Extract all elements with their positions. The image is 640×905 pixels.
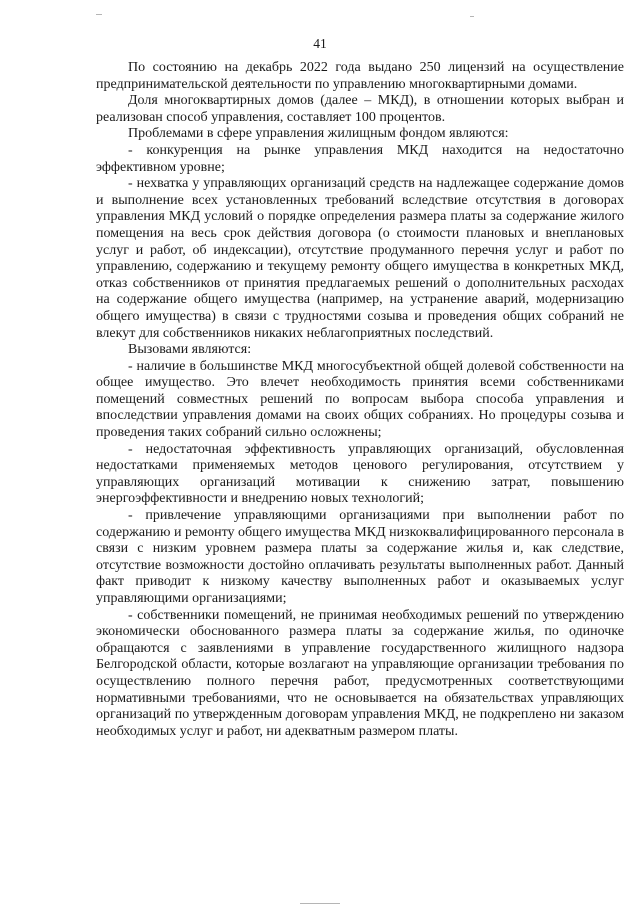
scan-speck: [470, 16, 474, 17]
scan-speck: [300, 903, 340, 904]
paragraph-low-efficiency: - недостаточная эффективность управляющих организаций, обусловленная недостатками применяемых методов ценового регулирования, отсутствием у управляющих организаций мотивации к снижению затрат, повышению энергоэффективности и внедрению новых технологий;: [96, 441, 624, 507]
paragraph-funding-shortage: - нехватка у управляющих организаций средств на надлежащее содержание домов и выполнение всех установленных требований вследствие отсутствия в договорах управления МКД условий о порядке определения размера платы за содержание жилого помещения на весь срок действия договора (о стоимости плановых и внеплановых услуг и работ, об индексации), отсутствие продуманного перечня услуг и работ по управлению, содержанию и текущему ремонту общего имущества в конкретных МКД, отказ собственников от принятия предлагаемых решений о дополнительных расходах на содержание общего имущества (например, на устранение аварий, модернизацию общего имущества) в связи с трудностями созыва и проведения общих собраний не влекут для собственников никаких неблагоприятных последствий.: [96, 176, 624, 341]
paragraph-owners-complaints: - собственники помещений, не принимая необходимых решений по утверждению экономически обоснованного размера платы за содержание жилья, по одиночке обращаются с заявлениями в управление государственного жилищного надзора Белгородской области, которые возлагают на управляющие организации требования по осуществлению полного перечня работ, предусмотренных соответствующими нормативными требованиями, что не основывается на обязательствах управляющих организаций по утвержденным договорам управления МКД, не подкреплено ни заказом необходимых услуг и работ, ни адекватным размером платы.: [96, 607, 624, 739]
paragraph-licenses: По состоянию на декабрь 2022 года выдано 250 лицензий на осуществление предпринимательской деятельности по управлению многоквартирными домами.: [96, 60, 624, 92]
paragraph-problems-heading: Проблемами в сфере управления жилищным фондом являются:: [128, 126, 509, 142]
scan-speck: [96, 14, 102, 15]
page-number: 41: [313, 36, 327, 51]
paragraph-mkd-share: Доля многоквартирных домов (далее – МКД), в отношении которых выбран и реализован способ управления, составляет 100 процентов.: [96, 93, 624, 125]
document-body: [96, 60, 624, 740]
paragraph-challenges-heading: Вызовами являются:: [128, 342, 252, 358]
paragraph-shared-ownership: - наличие в большинстве МКД многосубъектной общей долевой собственности на общее имущество. Это влечет необходимость принятия всеми собственниками помещений совместных решений по вопросам выбора способа управления и впоследствии управления домами на своих общих собраниях. Но процедуры созыва и проведения таких собраний сильно осложнены;: [96, 358, 624, 441]
paragraph-low-qualified-staff: - привлечение управляющими организациями при выполнении работ по содержанию и ремонту общего имущества МКД низкоквалифицированного персонала в связи с низким уровнем размера платы за содержание жилья и, как следствие, отсутствие возможности достойно оплачивать результаты выполненных работ. Данный факт приводит к низкому качеству выполненных работ и оказываемых услуг управляющими организациями;: [96, 508, 624, 606]
paragraph-competition: - конкуренция на рынке управления МКД находится на недостаточно эффективном уровне;: [96, 142, 624, 175]
